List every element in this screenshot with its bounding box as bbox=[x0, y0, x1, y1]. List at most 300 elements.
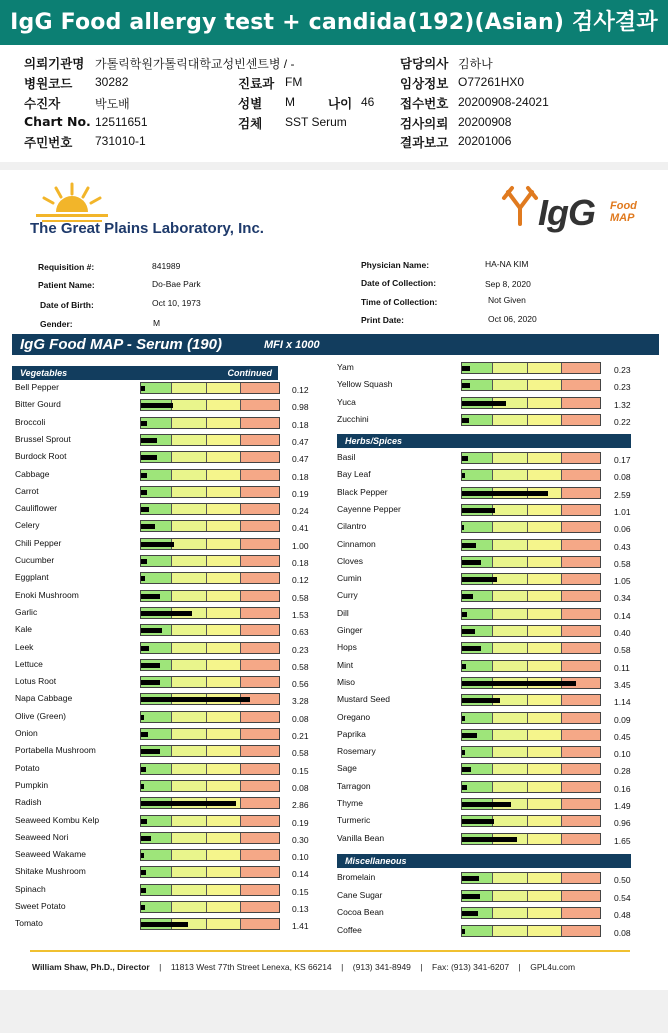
bar-divider bbox=[492, 661, 493, 671]
food-name: Seaweed Nori bbox=[15, 831, 69, 842]
result-value: 0.12 bbox=[292, 385, 309, 395]
result-bar-fill bbox=[141, 697, 250, 702]
bar-divider bbox=[171, 418, 172, 428]
result-row bbox=[337, 796, 644, 813]
result-value: 0.34 bbox=[614, 593, 631, 604]
result-bar-fill bbox=[462, 525, 464, 530]
result-bar-fill bbox=[141, 801, 236, 806]
bar-divider bbox=[561, 713, 562, 723]
bar-divider bbox=[561, 661, 562, 671]
bar-divider bbox=[171, 573, 172, 583]
receipt-no-label: 접수번호 bbox=[400, 96, 449, 111]
doctor-value: 김하나 bbox=[458, 57, 493, 71]
bar-divider bbox=[527, 626, 528, 636]
result-value: 1.49 bbox=[614, 801, 631, 811]
physician-label: Physician Name: bbox=[361, 260, 430, 270]
bar-divider bbox=[206, 919, 207, 929]
bar-divider bbox=[240, 867, 241, 877]
bar-divider bbox=[240, 677, 241, 687]
result-bar-fill bbox=[462, 716, 465, 721]
result-bar bbox=[140, 918, 280, 930]
result-bar-fill bbox=[141, 680, 160, 685]
result-value: 0.10 bbox=[292, 852, 309, 863]
result-value: 0.08 bbox=[292, 713, 309, 724]
bar-divider bbox=[561, 626, 562, 636]
sex-value: M bbox=[285, 95, 295, 109]
bar-divider bbox=[206, 677, 207, 687]
bar-divider bbox=[527, 873, 528, 883]
print-date-label: Print Date: bbox=[361, 315, 404, 325]
request-date-value: 20200908 bbox=[458, 115, 512, 129]
bar-divider bbox=[171, 885, 172, 895]
result-bar-fill bbox=[462, 543, 476, 548]
footer-sep: | bbox=[518, 962, 521, 972]
result-value: 2.86 bbox=[292, 800, 309, 811]
result-row bbox=[15, 484, 322, 501]
bar-divider bbox=[492, 470, 493, 480]
result-bar-fill bbox=[141, 455, 157, 460]
result-row bbox=[15, 813, 322, 830]
food-name: Celery bbox=[15, 520, 40, 531]
bar-divider bbox=[492, 415, 493, 425]
bar-divider bbox=[206, 833, 207, 843]
collection-date-value: Sep 8, 2020 bbox=[485, 279, 531, 289]
result-bar bbox=[461, 798, 601, 810]
result-bar-fill bbox=[462, 664, 466, 669]
food-name: Enoki Mushroom bbox=[15, 589, 79, 600]
result-bar bbox=[461, 625, 601, 637]
result-bar-fill bbox=[141, 438, 157, 443]
bar-divider bbox=[171, 487, 172, 497]
result-row bbox=[15, 778, 322, 795]
bar-divider bbox=[171, 850, 172, 860]
bar-divider bbox=[240, 400, 241, 410]
bar-divider bbox=[492, 626, 493, 636]
result-row bbox=[15, 640, 322, 657]
result-value: 0.08 bbox=[292, 782, 309, 793]
result-value: 0.22 bbox=[614, 416, 631, 427]
sun-logo-icon bbox=[32, 180, 112, 224]
result-bar bbox=[140, 382, 280, 394]
result-bar bbox=[140, 434, 280, 446]
vegetables-title: Vegetables bbox=[20, 368, 68, 378]
result-bar bbox=[461, 504, 601, 516]
request-date-label: 검사의뢰 bbox=[400, 116, 449, 131]
bar-divider bbox=[527, 730, 528, 740]
hospital-code-value: 30282 bbox=[95, 75, 129, 89]
igg-logo-map: MAP bbox=[610, 212, 635, 224]
result-bar-fill bbox=[462, 767, 471, 772]
bar-divider bbox=[561, 398, 562, 408]
result-value: 0.24 bbox=[292, 506, 309, 517]
result-bar bbox=[461, 521, 601, 533]
result-value: 0.47 bbox=[292, 436, 309, 447]
result-value: 0.47 bbox=[292, 454, 309, 465]
bar-divider bbox=[527, 557, 528, 567]
bar-divider bbox=[240, 418, 241, 428]
food-name: Radish bbox=[15, 797, 42, 808]
result-bar bbox=[461, 815, 601, 827]
result-row bbox=[15, 501, 322, 518]
bar-divider bbox=[561, 730, 562, 740]
result-value: 0.21 bbox=[292, 731, 309, 741]
result-row bbox=[337, 571, 644, 588]
result-bar bbox=[461, 487, 601, 499]
food-name: Chili Pepper bbox=[15, 537, 62, 548]
result-row bbox=[337, 675, 644, 692]
food-name: Turmeric bbox=[337, 815, 371, 826]
bar-divider bbox=[527, 661, 528, 671]
bar-divider bbox=[171, 383, 172, 393]
hospital-code-label: 병원코드 bbox=[24, 76, 73, 91]
result-row bbox=[337, 519, 644, 536]
result-value: 0.56 bbox=[292, 679, 309, 690]
food-name: Pumpkin bbox=[15, 779, 49, 790]
bar-divider bbox=[240, 487, 241, 497]
result-bar bbox=[461, 660, 601, 672]
result-row bbox=[15, 397, 322, 414]
bar-divider bbox=[206, 418, 207, 428]
food-name: Napa Cabbage bbox=[15, 693, 73, 704]
result-value: 0.23 bbox=[614, 365, 631, 375]
bar-divider bbox=[240, 798, 241, 808]
result-value: 2.59 bbox=[614, 489, 631, 500]
result-bar bbox=[461, 763, 601, 775]
food-name: Miso bbox=[337, 676, 355, 687]
clinical-info-value: O77261HX0 bbox=[458, 75, 525, 89]
bar-divider bbox=[171, 902, 172, 912]
department-label: 진료과 bbox=[238, 76, 275, 91]
bar-divider bbox=[527, 505, 528, 515]
result-row bbox=[337, 744, 644, 761]
result-bar-fill bbox=[462, 577, 497, 582]
result-value: 0.14 bbox=[292, 869, 309, 880]
result-row bbox=[15, 864, 322, 881]
food-name: Eggplant bbox=[15, 572, 49, 583]
result-value: 0.58 bbox=[614, 645, 631, 656]
bar-divider bbox=[240, 643, 241, 653]
bar-divider bbox=[240, 833, 241, 843]
result-row bbox=[15, 553, 322, 570]
food-name: Sweet Potato bbox=[15, 901, 66, 911]
misc-header: Miscellaneous bbox=[337, 854, 631, 868]
report-title-bar bbox=[12, 334, 659, 355]
report-section-title: IgG Food MAP - Serum (190) bbox=[20, 336, 222, 353]
bar-divider bbox=[561, 834, 562, 844]
food-name: Cayenne Pepper bbox=[337, 503, 401, 514]
bar-divider bbox=[240, 383, 241, 393]
result-value: 0.30 bbox=[292, 834, 309, 845]
chart-no-value: 12511651 bbox=[95, 115, 148, 129]
food-name: Dill bbox=[337, 607, 349, 618]
result-row bbox=[337, 658, 644, 675]
result-bar bbox=[140, 469, 280, 481]
bar-divider bbox=[171, 867, 172, 877]
bar-divider bbox=[206, 487, 207, 497]
result-bar bbox=[140, 815, 280, 827]
bar-divider bbox=[527, 470, 528, 480]
result-bar-fill bbox=[141, 646, 149, 651]
result-row bbox=[337, 537, 644, 554]
bar-divider bbox=[492, 591, 493, 601]
food-name: Basil bbox=[337, 452, 356, 462]
result-value: 0.17 bbox=[614, 455, 631, 465]
food-name: Sage bbox=[337, 763, 357, 774]
food-name: Lettuce bbox=[15, 658, 43, 669]
result-bar-fill bbox=[141, 473, 147, 478]
patient-name-value: Do-Bae Park bbox=[152, 279, 201, 289]
result-row bbox=[337, 905, 644, 922]
result-row bbox=[15, 761, 322, 778]
result-bar bbox=[461, 590, 601, 602]
result-bar-fill bbox=[462, 560, 481, 565]
result-value: 0.08 bbox=[614, 472, 631, 483]
bar-divider bbox=[527, 609, 528, 619]
bar-divider bbox=[492, 926, 493, 936]
result-row bbox=[337, 467, 644, 484]
bar-divider bbox=[527, 363, 528, 373]
food-name: Yuca bbox=[337, 396, 356, 407]
result-row bbox=[15, 743, 322, 760]
result-bar-fill bbox=[462, 383, 470, 388]
bar-divider bbox=[206, 867, 207, 877]
result-value: 0.16 bbox=[614, 783, 631, 794]
result-row bbox=[15, 899, 322, 916]
bar-divider bbox=[206, 902, 207, 912]
result-bar-fill bbox=[141, 749, 160, 754]
bar-divider bbox=[206, 816, 207, 826]
bar-divider bbox=[492, 453, 493, 463]
bar-divider bbox=[527, 891, 528, 901]
bar-divider bbox=[171, 816, 172, 826]
result-bar bbox=[461, 833, 601, 845]
bar-divider bbox=[240, 608, 241, 618]
bar-divider bbox=[206, 470, 207, 480]
result-bar-fill bbox=[462, 802, 511, 807]
food-name: Cilantro bbox=[337, 521, 367, 532]
result-bar-fill bbox=[141, 715, 144, 720]
bar-divider bbox=[240, 591, 241, 601]
bar-divider bbox=[561, 557, 562, 567]
result-bar bbox=[140, 866, 280, 878]
lab-name: The Great Plains Laboratory, Inc. bbox=[30, 220, 264, 237]
bar-divider bbox=[492, 782, 493, 792]
bar-divider bbox=[561, 453, 562, 463]
result-row bbox=[15, 570, 322, 587]
result-bar bbox=[140, 849, 280, 861]
result-bar-fill bbox=[141, 559, 147, 564]
bar-divider bbox=[527, 695, 528, 705]
result-row bbox=[337, 923, 644, 940]
result-bar-fill bbox=[141, 922, 188, 927]
patient-name-label: Patient Name: bbox=[38, 280, 95, 290]
bar-divider bbox=[171, 677, 172, 687]
food-name: Mint bbox=[337, 659, 354, 670]
result-value: 1.41 bbox=[292, 921, 309, 932]
result-bar-fill bbox=[462, 733, 477, 738]
result-bar bbox=[461, 362, 601, 374]
bar-divider bbox=[527, 415, 528, 425]
result-row bbox=[337, 450, 644, 467]
result-bar-fill bbox=[462, 366, 470, 371]
result-bar-fill bbox=[462, 837, 517, 842]
food-name: Cauliflower bbox=[15, 503, 58, 514]
bar-divider bbox=[206, 539, 207, 549]
bar-divider bbox=[527, 398, 528, 408]
food-name: Spinach bbox=[15, 883, 46, 894]
result-bar bbox=[140, 711, 280, 723]
result-bar-fill bbox=[462, 681, 576, 686]
bar-divider bbox=[561, 747, 562, 757]
result-value: 0.18 bbox=[292, 471, 309, 482]
food-name: Mustard Seed bbox=[337, 694, 390, 705]
result-row bbox=[15, 795, 322, 812]
result-row bbox=[337, 710, 644, 727]
bar-divider bbox=[492, 540, 493, 550]
bar-divider bbox=[171, 746, 172, 756]
result-bar bbox=[140, 607, 280, 619]
food-name: Brussel Sprout bbox=[15, 433, 71, 444]
result-value: 0.13 bbox=[292, 904, 309, 914]
result-bar-fill bbox=[141, 576, 145, 581]
food-name: Hops bbox=[337, 642, 357, 653]
herbs-header: Herbs/Spices bbox=[337, 434, 631, 448]
gender-label: Gender: bbox=[40, 319, 73, 329]
result-bar bbox=[461, 556, 601, 568]
bar-divider bbox=[171, 712, 172, 722]
bar-divider bbox=[527, 713, 528, 723]
bar-divider bbox=[240, 712, 241, 722]
result-bar bbox=[461, 414, 601, 426]
bar-divider bbox=[527, 380, 528, 390]
bar-divider bbox=[206, 435, 207, 445]
bar-divider bbox=[206, 573, 207, 583]
bar-divider bbox=[240, 470, 241, 480]
result-value: 0.58 bbox=[292, 592, 309, 603]
bar-divider bbox=[561, 908, 562, 918]
result-bar bbox=[140, 399, 280, 411]
food-name: Tomato bbox=[15, 918, 43, 929]
collection-time-label: Time of Collection: bbox=[361, 297, 438, 307]
bar-divider bbox=[527, 574, 528, 584]
bar-divider bbox=[561, 540, 562, 550]
food-name: Bell Pepper bbox=[15, 382, 59, 392]
bar-divider bbox=[206, 746, 207, 756]
result-row bbox=[337, 692, 644, 709]
food-name: Yam bbox=[337, 362, 354, 372]
bar-divider bbox=[206, 400, 207, 410]
result-bar bbox=[461, 379, 601, 391]
result-value: 0.48 bbox=[614, 910, 631, 921]
bar-divider bbox=[240, 625, 241, 635]
result-value: 0.08 bbox=[614, 927, 631, 938]
print-date-value: Oct 06, 2020 bbox=[488, 314, 537, 324]
bar-divider bbox=[171, 643, 172, 653]
bar-divider bbox=[561, 505, 562, 515]
result-row bbox=[15, 467, 322, 484]
result-bar bbox=[140, 693, 280, 705]
result-bar bbox=[461, 712, 601, 724]
result-bar bbox=[140, 520, 280, 532]
result-row bbox=[15, 882, 322, 899]
result-bar-fill bbox=[462, 473, 465, 478]
report-title: IgG Food allergy test + candida(192)(Asian) 검사결과 bbox=[0, 0, 668, 45]
result-value: 0.10 bbox=[614, 749, 631, 760]
result-bar bbox=[140, 884, 280, 896]
result-row bbox=[15, 518, 322, 535]
food-name: Black Pepper bbox=[337, 486, 388, 497]
bar-divider bbox=[492, 609, 493, 619]
result-bar bbox=[140, 745, 280, 757]
bar-divider bbox=[561, 415, 562, 425]
result-row bbox=[15, 726, 322, 743]
result-bar-fill bbox=[462, 456, 468, 461]
bar-divider bbox=[527, 834, 528, 844]
result-row bbox=[337, 727, 644, 744]
food-name: Zucchini bbox=[337, 413, 369, 424]
food-name: Burdock Root bbox=[15, 451, 67, 462]
result-bar-fill bbox=[462, 698, 500, 703]
footer-sep: | bbox=[159, 962, 162, 972]
result-bar bbox=[140, 538, 280, 550]
result-bar bbox=[461, 907, 601, 919]
result-row bbox=[337, 779, 644, 796]
unit-label: MFI x 1000 bbox=[264, 339, 320, 351]
food-name: Onion bbox=[15, 728, 38, 738]
result-row bbox=[15, 657, 322, 674]
footer-director: William Shaw, Ph.D., Director bbox=[32, 962, 150, 972]
result-bar bbox=[140, 642, 280, 654]
food-name: Shitake Mushroom bbox=[15, 866, 86, 877]
footer-address: 11813 West 77th Street Lenexa, KS 66214 bbox=[170, 962, 332, 972]
result-bar bbox=[461, 608, 601, 620]
resident-no-value: 731010-1 bbox=[95, 134, 146, 148]
result-bar bbox=[140, 590, 280, 602]
bar-divider bbox=[527, 540, 528, 550]
result-bar-fill bbox=[141, 542, 174, 547]
bar-divider bbox=[171, 470, 172, 480]
result-row bbox=[15, 622, 322, 639]
footer-sep: | bbox=[341, 962, 344, 972]
result-row bbox=[337, 377, 644, 394]
result-bar-fill bbox=[141, 507, 149, 512]
result-bar bbox=[140, 763, 280, 775]
food-name: Coffee bbox=[337, 924, 362, 935]
result-value: 0.58 bbox=[614, 558, 631, 569]
bar-divider bbox=[206, 556, 207, 566]
bar-divider bbox=[171, 781, 172, 791]
bar-divider bbox=[171, 833, 172, 843]
bar-divider bbox=[561, 470, 562, 480]
bar-divider bbox=[240, 764, 241, 774]
result-row bbox=[337, 395, 644, 412]
result-bar bbox=[461, 872, 601, 884]
bar-divider bbox=[492, 730, 493, 740]
result-bar-fill bbox=[462, 629, 475, 634]
bar-divider bbox=[561, 799, 562, 809]
result-row bbox=[337, 813, 644, 830]
food-name: Tarragon bbox=[337, 780, 371, 791]
food-name: Cabbage bbox=[15, 468, 50, 479]
result-value: 0.11 bbox=[614, 662, 630, 673]
bar-divider bbox=[206, 885, 207, 895]
result-bar-fill bbox=[141, 663, 160, 668]
footer-web: GPL4u.com bbox=[530, 962, 576, 972]
result-value: 1.53 bbox=[292, 609, 309, 620]
bar-divider bbox=[240, 573, 241, 583]
bar-divider bbox=[171, 625, 172, 635]
bar-divider bbox=[171, 435, 172, 445]
